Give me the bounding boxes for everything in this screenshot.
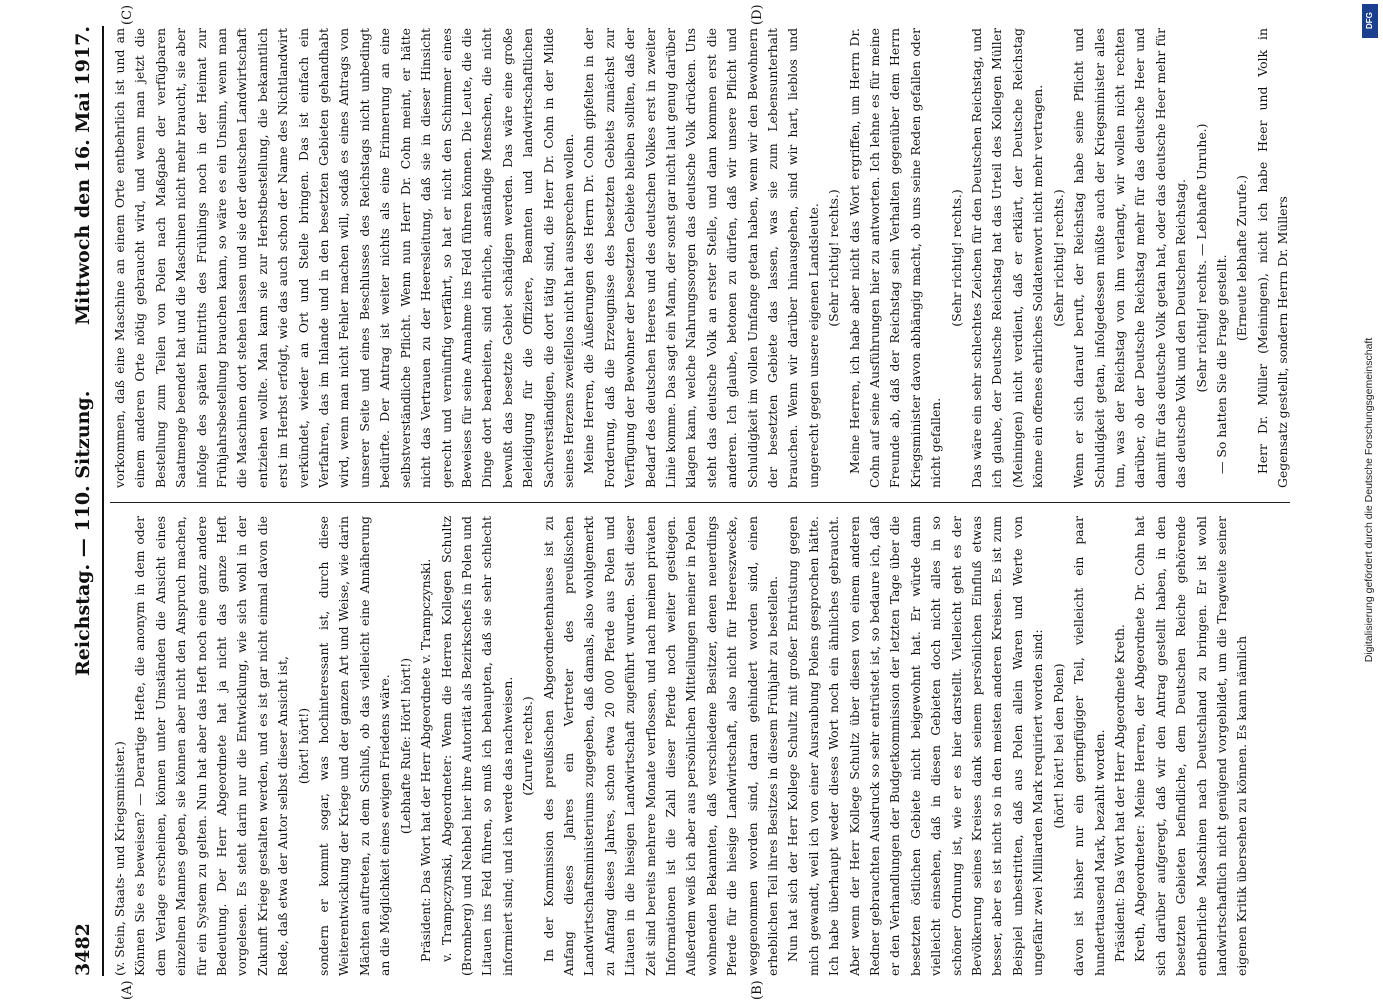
margin-marker-c: (C) bbox=[120, 4, 135, 25]
margin-marker-d: (D) bbox=[750, 4, 765, 25]
interjection: (Lebhafte Rufe: Hört! hört!) bbox=[397, 657, 413, 835]
paragraph: Das wäre ein sehr schlechtes Zeichen für den Deutschen Reichstag, und ich glaube, der Deutsche Reichstag hat das Urteil des Kollegen Müller (Meiningen) nicht verdient, daß er erklärt, der Deutsche Reichstag könne ein offenes ehrliches Soldatenwort nicht mehr vertragen. bbox=[969, 28, 1046, 488]
paragraph: vorkommen, daß eine Maschine an einem Orte entbehrlich ist und an einem anderen Orte nötig gebraucht wird, und wenn man jetzt die Bestellung zum Teilen von Polen nach Maßgabe der verfügbaren Saatmenge beendet hat und die Maschinen nicht mehr braucht, sie aber infolge des späten Eintritts des Frühlings noch in der Heimat zur Frühjahrsbestellung brauchen kann, so wäre es ein Unsinn, wenn man die Maschinen dort stehen lassen und sie der deutschen Landwirtschaft entziehen wollte. Man kann sie zur Herbstbestellung, die bekanntlich erst im Herbst erfolgt, wie das auch schon der Name des Nichtlandwirt verkündet, wieder an Ort und Stelle bringen. Das ist einfach ein Verfahren, das im Inlande und in den besetzten Gebieten gehandhabt wird, wenn man nicht Fehler machen will, sodaß es eines Antrags von unserer Seite und eines Beschlusses des Reichstags nicht unbedingt bedürfte. Der Antrag ist weiter nichts als eine Erinnerung an eine selbstverständliche Pflicht. Wenn nun Herr Dr. Cohn meint, er hätte nicht das Vertrauen zu der Heeresleitung, daß sie in dieser Hinsicht gerecht und vernünftig verfährt, so hat er nicht den Schimmer eines Beweises für seine Annahme ins Feld führen können. Die Leute, die die Dinge dort bearbeiten, sind ehrliche, anständige Menschen, die nicht bewußt das besetzte Gebiet schädigen werden. Das wäre eine große Beleidigung für die Offiziere, Beamten und landwirtschaftlichen Sachverständigen, die dort tätig sind, die Herr Dr. Cohn in der Milde seines Herzens zweifellos nicht hat aussprechen wollen. bbox=[112, 28, 576, 488]
paragraph: Kreth, Abgeordneter: Meine Herren, der Abgeordnete Dr. Cohn hat sich darüber aufgeregt, daß wir den Antrag gestellt haben, in den besetzten Gebieten befindliche, dem Deutschen Reiche gehörende entbehrliche Maschinen nach Deutschland zu bringen. Er ist wohl landwirtschaftlich nicht genügend vorgebildet, um die Tragweite seiner eigenen Kritik übersehen zu können. Es kann nämlich bbox=[1132, 516, 1250, 976]
session-title: Reichstag. — 110. Sitzung. bbox=[72, 390, 94, 676]
speaker-line: (v. Stein, Staats- und Kriegsminister.) bbox=[112, 741, 127, 976]
digitization-credit bbox=[1358, 0, 1380, 1000]
paragraph: v. Trampczynski, Abgeordneter: Wenn die Herren Kollegen Schultz (Bromberg) und Nehbel hier ihre Autorität als Bezirkschefs in Polen und Litauen ins Feld führen, so muß ich behaupten, daß sie sehr schlecht informiert sind; und ich werde das nachweisen. bbox=[438, 516, 515, 976]
dfg-logo: DFG bbox=[1362, 4, 1378, 38]
paragraph: Wenn er sich darauf beruft, der Reichstag habe seine Pflicht und Schuldigkeit getan, infolgedessen müßte auch der Kriegsminister alles tun, was der Reichstag von ihm verlangt, wir wollen nicht rechten darüber, ob der Deutsche Reichstag mehr für das deutsche Heer und damit für das deutsche Volk getan hat, oder das deutsche Heer mehr für das deutsche Volk und den Deutschen Reichstag. bbox=[1071, 28, 1189, 488]
paragraph: — So hatten Sie die Frage gestellt. bbox=[1213, 254, 1229, 474]
document-page bbox=[60, 0, 1370, 1000]
paragraph: In der Kommission des preußischen Abgeordnetenhauses ist zu Anfang dieses Jahres ein Vertreter des preußischen Landwirtschaftsministeriums zugegeben, daß damals, also wohlgemerkt zu Anfang dieses Jahres, schon etwa 20 000 Pferde aus Polen und Litauen in die hiesigen Landwirtschaft zugeführt wurden. Seit dieser Zeit sind bereits mehrere Monate verflossen, und nach meinen privaten Informationen ist die Zahl dieser Pferde noch weiter gestiegen. Außerdem weiß ich aber aus persönlichen Mitteilungen meiner in Polen wohnenden Bekannten, daß verschiedene Besitzer, denen neuerdings Pferde für die hiesige Landwirtschaft, also nicht für Heereszwecke, weggenommen worden sind, daran gehindert worden sind, einen erheblichen Teil ihres Besitzes in diesem Frühjahr zu bestellen. bbox=[540, 516, 780, 976]
interjection: (hört! hört!) bbox=[295, 707, 311, 785]
president-line: Präsident: Das Wort hat der Herr Abgeordnete Kreth. bbox=[1111, 624, 1127, 962]
paragraph: Können Sie es beweisen? — Derartige Hefte, die anonym in dem oder dem Verlage erscheinen, können unter Umständen die Ansicht eines einzelnen Mannes geben, sie können aber nicht den Anspruch machen, für ein System zu gelten. Nun hat aber das Heft noch eine ganz andere Bedeutung. Der Herr Abgeordnete hat ja nicht das ganze Heft vorgelesen. Es steht darin nur die Entwicklung, wie sich wohl in der Zukunft Kriege gestalten werden, und es ist gar nicht einmal davon die Rede, daß etwa der Autor selbst dieser Ansicht ist, bbox=[132, 516, 291, 976]
page-header bbox=[68, 26, 104, 976]
interjection: (Sehr richtig! rechts. — Lebhafte Unruhe.) bbox=[1193, 123, 1209, 393]
rotated-page-content bbox=[60, 0, 1370, 1000]
paragraph: Herr Dr. Müller (Meiningen), nicht ich habe Heer und Volk in Gegensatz gestellt, sondern Herrn Dr. Müllers bbox=[1254, 28, 1291, 488]
margin-marker-a: (A) bbox=[120, 980, 135, 1000]
paragraph: sondern er kommt sogar, was hochinteressant ist, durch diese Weiterentwicklung der Kriege und der ganzen Art und Weise, wie darin Mächten auftreten, zu dem Schluß, ob das vielleicht eine Annäherung an die Möglichkeit eines ewigen Friedens wäre. bbox=[316, 516, 393, 976]
interjection: (Sehr richtig! rechts.) bbox=[826, 189, 842, 327]
margin-marker-b: (B) bbox=[750, 980, 765, 1000]
interjection: (Sehr richtig! rechts.) bbox=[1050, 189, 1066, 327]
paragraph: Meine Herren, die Äußerungen des Herrn Dr. Cohn gipfelten in der Forderung, daß die Erzeugnisse des besetzten Gebiets zunächst zur Verfügung der Bewohner der besetzten Gebiete bleiben sollten, daß der Bedarf des deutschen Heeres und des deutschen Volkes erst in zweiter Linie komme. Das sagt ein Mann, der sonst gar nicht laut genug darüber klagen kann, welche Nahrungssorgen das deutsche Volk drücken. Uns steht das deutsche Volk an erster Stelle, und dann kommen erst die anderen. Ich glaube, betonen zu dürfen, daß wir unsere Pflicht und Schuldigkeit im vollen Umfange getan haben, wenn wir den Bewohnern der besetzten Gebiete das lassen, was sie zum Lebensunterhalt brauchen. Wenn wir darüber hinausgehen, sind wir hart, lieblos und ungerecht gegen unsere eigenen Landsleute. bbox=[581, 28, 821, 488]
digitization-credit-text: Digitalisierung gefördert durch die Deutsche Forschungsgemeinschaft bbox=[1363, 337, 1375, 663]
paragraph: davon ist bisher nur ein geringfügiger Teil, vielleicht ein paar hunderttausend Mark, bezahlt worden. bbox=[1071, 516, 1107, 976]
text-column-right bbox=[110, 28, 1320, 488]
interjection: (Zurufe rechts.) bbox=[520, 696, 536, 796]
paragraph: Meine Herren, ich habe aber nicht das Wort ergriffen, um Herrn Dr. Cohn auf seine Ausführungen hier zu antworten. Ich lehne es für meine Freunde ab, daß der Reichstag sein Verhalten gegenüber dem Herrn Kriegsminister davon abhängig macht, ob uns seine Reden gefallen oder nicht gefallen. bbox=[846, 28, 944, 488]
interjection: (hört! hört! bei den Polen) bbox=[1050, 663, 1066, 829]
paragraph: Nun hat sich der Herr Kollege Schultz mit großer Entrüstung gegen mich gewandt, weil ich von einer Ausraubung Polens gesprochen hätte. Ich habe überhaupt weder dieses Wort noch ein ähnliches gebraucht. Aber wenn der Herr Kollege Schultz über diesen von einem anderen Redner gebrauchten Ausdruck so sehr entrüstet ist, so bedaure ich, daß er den Verhandlungen der Budgetkommission der letzten Tage über die besetzten östlichen Gebiete nicht beigewohnt hat. Er würde dann vielleicht einsehen, daß in diesen Gebieten doch nicht alles in so schöner Ordnung ist, wie er es hier darstellt. Vielleicht geht es der Bevölkerung seines Kreises dank seinem persönlichen Einfluß etwas besser, aber es ist nicht so in den meisten anderen Kreisen. Es ist zum Beispiel unbestritten, daß aus Polen allein Waren und Werte von ungefähr zwei Milliarden Mark requiriert worden sind: bbox=[785, 516, 1046, 976]
text-column-left bbox=[110, 516, 1320, 976]
interjection: (Erneute lebhafte Zurufe.) bbox=[1234, 175, 1250, 341]
session-date: Mittwoch den 16. Mai 1917. bbox=[72, 26, 94, 325]
interjection: (Sehr richtig! rechts.) bbox=[948, 189, 964, 327]
column-divider bbox=[110, 502, 1290, 503]
page-number: 3482 bbox=[72, 923, 94, 976]
president-line: Präsident: Das Wort hat der Herr Abgeordnete v. Trampczynski. bbox=[418, 558, 434, 962]
